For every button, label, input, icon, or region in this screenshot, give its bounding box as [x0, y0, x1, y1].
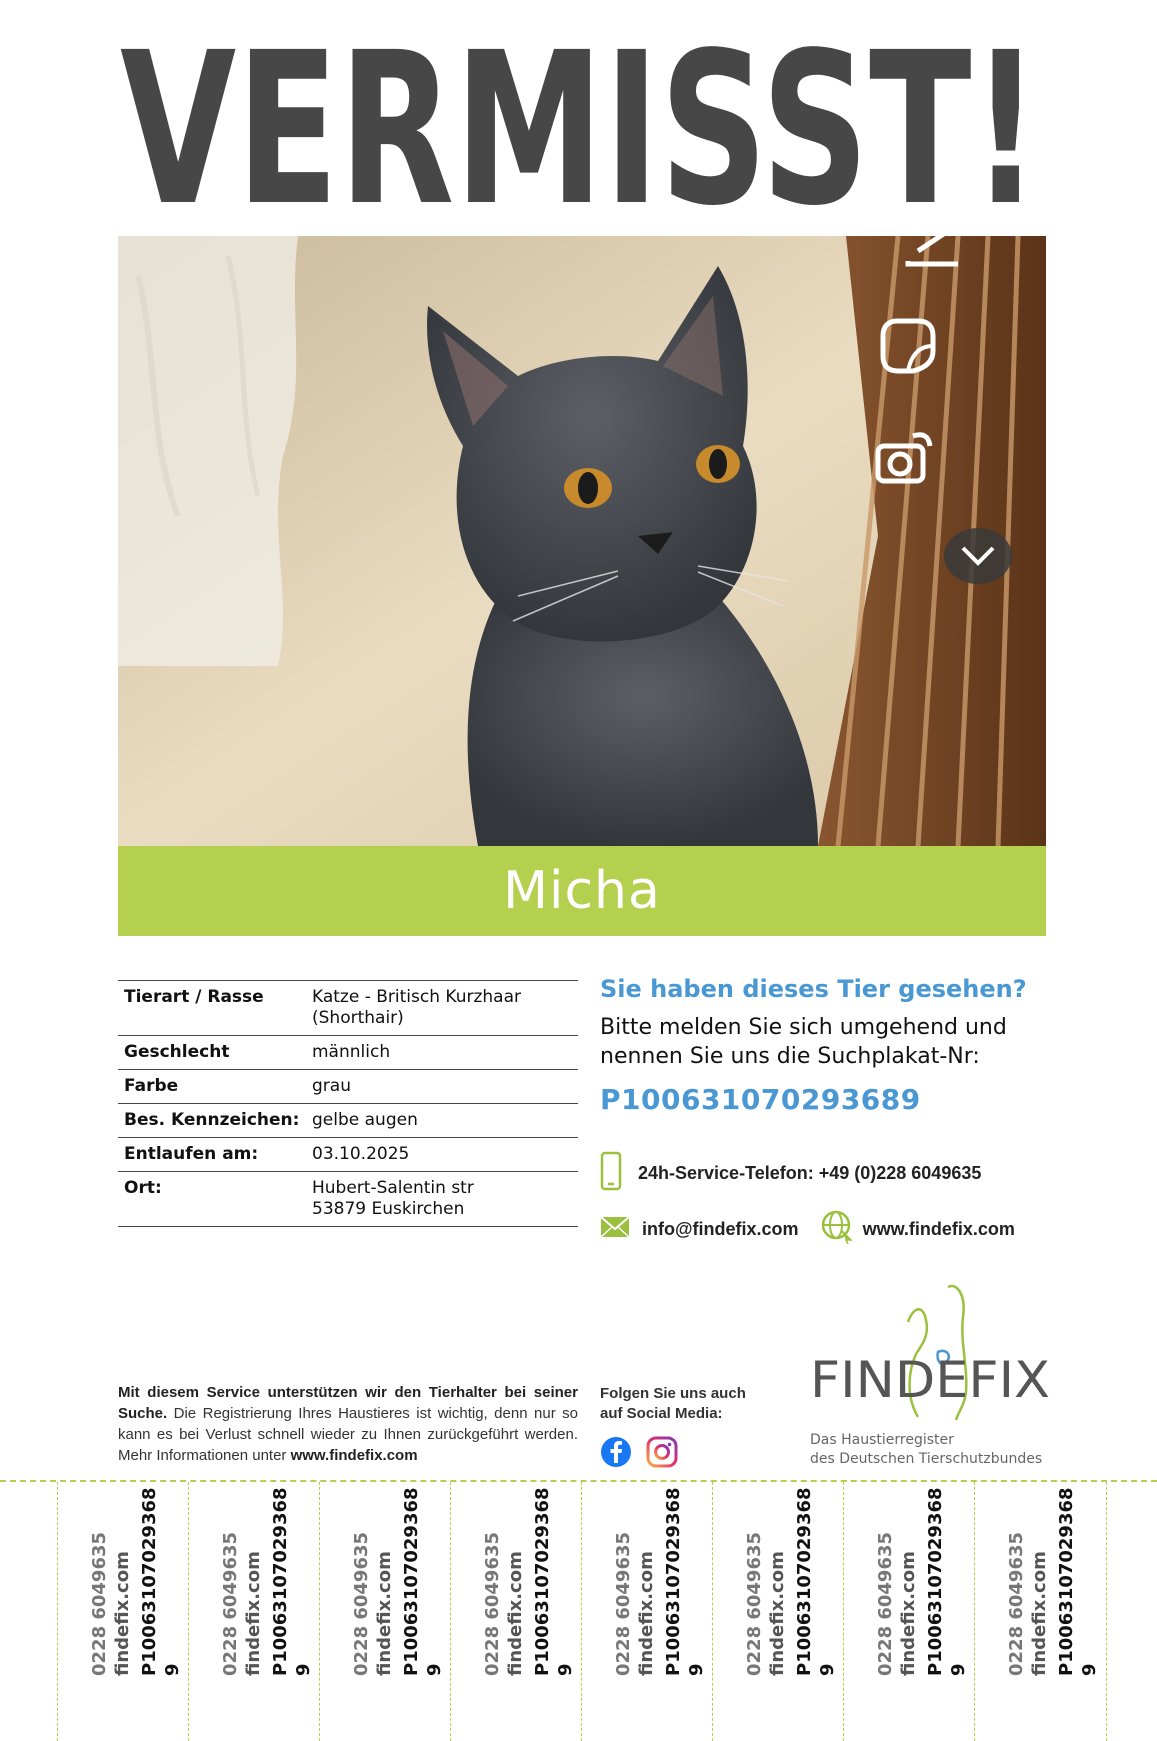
seen-question: Sie haben dieses Tier gesehen?: [600, 975, 1027, 1003]
logo-tagline-1: Das Haustierregister: [810, 1432, 954, 1448]
web-link[interactable]: www.findefix.com: [862, 1219, 1015, 1239]
tearoff-phone: 0228 6049635: [875, 1531, 896, 1676]
phone-row[interactable]: [600, 1148, 1080, 1198]
tearoff-strip[interactable]: [581, 1482, 713, 1741]
findefix-logo: [808, 1282, 1058, 1467]
chevron-down-icon[interactable]: [944, 528, 1012, 584]
tearoff-strips: [0, 1482, 1157, 1741]
tearoff-number: P100631070293689: [270, 1487, 314, 1676]
tearoff-content: [58, 1487, 189, 1680]
detail-label: Entlaufen am:: [124, 1144, 259, 1164]
tearoff-strip[interactable]: [57, 1482, 189, 1741]
instagram-icon[interactable]: [646, 1436, 678, 1474]
tearoff-phone: 0228 6049635: [744, 1531, 765, 1676]
detail-value: [304, 1172, 578, 1227]
footer-link[interactable]: www.findefix.com: [290, 1447, 418, 1464]
tearoff-number: P100631070293689: [1056, 1487, 1100, 1676]
tearoff-content: [713, 1487, 844, 1680]
tearoff-web: findefix.com: [898, 1551, 919, 1676]
tearoff-web: findefix.com: [505, 1551, 526, 1676]
facebook-icon[interactable]: [600, 1436, 632, 1474]
seen-line2: nennen Sie uns die Suchplakat-Nr:: [600, 1044, 980, 1069]
tearoff-content: [975, 1487, 1106, 1680]
headline-text: VERMISST!: [120, 20, 1040, 220]
detail-label: Ort:: [124, 1178, 162, 1198]
tearoff-phone: 0228 6049635: [1006, 1531, 1027, 1676]
detail-value: [304, 981, 578, 1036]
tearoff-content: [582, 1487, 713, 1680]
detail-value-line1: Hubert-Salentin str: [312, 1178, 474, 1198]
tearoff-strip[interactable]: [319, 1482, 451, 1741]
table-row: [118, 1138, 578, 1172]
detail-label: Geschlecht: [124, 1042, 230, 1062]
email-link[interactable]: info@findefix.com: [642, 1219, 799, 1239]
phone-icon: [600, 1151, 622, 1196]
headline: [118, 20, 1043, 220]
footer-info: [118, 1382, 578, 1466]
tearoff-content: [451, 1487, 582, 1680]
tearoff-strip[interactable]: [974, 1482, 1107, 1741]
detail-label: Tierart / Rasse: [124, 987, 264, 1007]
logo-tagline-2: des Deutschen Tierschutzbundes: [810, 1451, 1043, 1467]
seen-instructions: [600, 1013, 1060, 1071]
tearoff-content: [844, 1487, 975, 1680]
tearoff-phone: 0228 6049635: [220, 1531, 241, 1676]
tearoff-phone: 0228 6049635: [351, 1531, 372, 1676]
tearoff-number: P100631070293689: [532, 1487, 576, 1676]
footer-bold: Mit diesem Service unterstützen wir den Tierhalter bei seiner Suche.: [118, 1384, 578, 1422]
tearoff-strip[interactable]: [712, 1482, 844, 1741]
detail-value: grau: [312, 1076, 351, 1096]
seen-line1: Bitte melden Sie sich umgehend und: [600, 1015, 1007, 1040]
footer-body: Die Registrierung Ihres Haustieres ist wichtig, denn nur so kann es bei Verlust schnell wieder zu Ihnen zurückgeführt werden. Mehr Informationen unter: [118, 1405, 578, 1464]
tearoff-strip[interactable]: [450, 1482, 582, 1741]
detail-value: 03.10.2025: [312, 1144, 410, 1164]
tearoff-phone: 0228 6049635: [482, 1531, 503, 1676]
tearoff-web: findefix.com: [1029, 1551, 1050, 1676]
table-row: [118, 1036, 578, 1070]
details-table: [118, 980, 578, 1227]
logo-wordmark: FINDEFIX: [810, 1351, 1050, 1409]
tearoff-web: findefix.com: [767, 1551, 788, 1676]
tearoff-web: findefix.com: [636, 1551, 657, 1676]
phone-text: 24h-Service-Telefon: +49 (0)228 6049635: [638, 1162, 982, 1183]
social-icons: [600, 1436, 760, 1474]
tearoff-number: P100631070293689: [925, 1487, 969, 1676]
contact-section: [600, 1148, 1080, 1249]
tearoff-number: P100631070293689: [663, 1487, 707, 1676]
table-row: [118, 981, 578, 1036]
tearoff-strip[interactable]: [843, 1482, 975, 1741]
tearoff-web: findefix.com: [374, 1551, 395, 1676]
social-line2: auf Social Media:: [600, 1405, 723, 1422]
table-row: [118, 1070, 578, 1104]
tearoff-content: [320, 1487, 451, 1680]
tearoff-number: P100631070293689: [401, 1487, 445, 1676]
table-row: [118, 1172, 578, 1227]
detail-value-line2: (Shorthair): [312, 1008, 404, 1028]
tearoff-web: findefix.com: [243, 1551, 264, 1676]
globe-icon: [821, 1210, 853, 1249]
email-web-row: [600, 1210, 1080, 1249]
tearoff-phone: 0228 6049635: [613, 1531, 634, 1676]
table-row: [118, 1104, 578, 1138]
mail-icon: [600, 1216, 630, 1243]
detail-value: gelbe augen: [312, 1110, 418, 1130]
seen-section: [600, 975, 1060, 1116]
social-line1: Folgen Sie uns auch: [600, 1385, 746, 1402]
tearoff-phone: 0228 6049635: [89, 1531, 110, 1676]
social-section: [600, 1384, 760, 1474]
detail-value-line2: 53879 Euskirchen: [312, 1199, 465, 1219]
poster-number: P100631070293689: [600, 1083, 921, 1116]
detail-label: Bes. Kennzeichen:: [124, 1110, 300, 1130]
tearoff-number: P100631070293689: [794, 1487, 838, 1676]
tearoff-number: P100631070293689: [139, 1487, 183, 1676]
tearoff-strip[interactable]: [188, 1482, 320, 1741]
tearoff-content: [189, 1487, 320, 1680]
detail-label: Farbe: [124, 1076, 179, 1096]
detail-value: männlich: [312, 1042, 391, 1062]
pet-photo: [118, 236, 1046, 846]
pet-name: Micha: [503, 861, 661, 921]
tearoff-web: findefix.com: [112, 1551, 133, 1676]
detail-value-line1: Katze - Britisch Kurzhaar: [312, 987, 521, 1007]
pet-name-bar: [118, 846, 1046, 936]
